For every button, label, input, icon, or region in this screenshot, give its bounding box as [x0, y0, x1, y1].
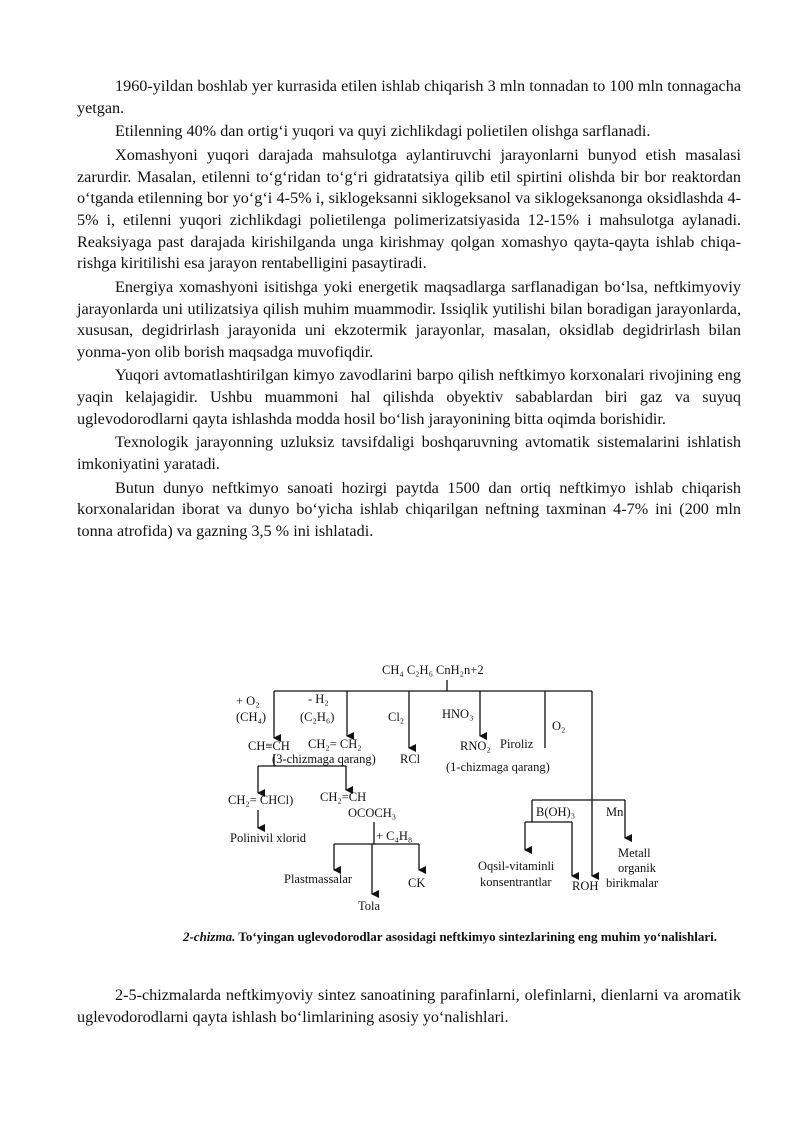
diagram-ref1: (1-chizmaga qarang): [446, 760, 550, 774]
closing-section: [77, 985, 741, 1030]
diagram-pvc: Polinivil xlorid: [230, 831, 307, 845]
diagram-vinyl-acetate-1: CH₂=CH: [320, 790, 367, 804]
closing-paragraph: 2-5-chizmalarda neftkimyoviy sintez sanoatining parafinlarni, olefinlarni, dienlarni va aromatik uglevodorodlarni qayta ishlash bo‘limlarining asosiy yo‘nalishlari.: [77, 986, 741, 1026]
diagram-o2-left: + O₂: [236, 694, 260, 708]
diagram-vinyl-chloride: CH₂= CHCl): [228, 793, 294, 807]
figure-caption: [150, 928, 750, 946]
diagram-rcl: RCl: [400, 752, 421, 766]
diagram-protein-2: konsentrantlar: [480, 875, 552, 889]
page-body: [77, 76, 741, 545]
paragraph-5: Yuqori avtomatlashtirilgan kimyo zavodlarini barpo qilish neftkimyo korxonalari rivojining eng yaqin kelajagidir. Ushbu muammoni hal qilishda obyektiv sabablardan biri gaz va suyuq uglevodorodlarni qayta ishlashda modda hosil bo‘lish jarayonining bitta oqimda borishidir.: [77, 366, 741, 428]
diagram-top-formula: CH₄ C₂H₆ CnH₂n+2: [382, 663, 484, 677]
diagram-minus-h2: - H₂: [308, 692, 329, 706]
synthesis-diagram: [222, 658, 682, 920]
diagram-cl2: Cl₂: [388, 710, 405, 724]
paragraph-7: Butun dunyo neftkimyo sanoati hozirgi paytda 1500 dan ortiq neftkimyo ishlab chiqarish korxonalaridan iborat va dunyo bo‘yicha ishlab chiqarilgan neftning taxminan 4-7% ini (200 mln tonna atrofida) va gazning 3,5 % ini ishlatadi.: [77, 478, 741, 540]
diagram-ck: CK: [408, 876, 426, 890]
paragraph-1: 1960-yildan boshlab yer kurrasida etilen ishlab chiqarish 3 mln tonnadan to 100 mln tonnagacha yetgan.: [77, 77, 741, 117]
diagram-metal-2: organik: [618, 861, 656, 875]
caption-text: To‘yingan uglevodorodlar asosidagi neftkimyo sintezlarining eng muhim yo‘nalishlari.: [238, 929, 718, 944]
paragraph-6: Texnologik jarayonning uzluksiz tavsifdaligi boshqaruvning avtomatik sistemalarini ishlatish imkoniyatini yaratadi.: [77, 433, 741, 474]
diagram-hno3: HNO₃: [442, 707, 474, 721]
paragraph-4: Energiya xomashyoni isitishga yoki energetik maqsadlarga sarflanadigan bo‘lsa, neftkimyoviy jarayonlarda uni utilizatsiya qilish muhim muammodir. Issiqlik yutilishi bilan boradigan jarayonlarda, xususan, degidrirlash jarayonida uni ekzotermik jarayonlar, masalan, oksidlab degidrirlash bilan yonma-yon olib borish maqsadga muvofiqdir.: [77, 277, 741, 361]
diagram-acetylene: CH≡CH: [248, 739, 290, 753]
diagram-vinyl-acetate-2: OCOCH₃: [348, 806, 397, 820]
diagram-plastics: Plastmassalar: [284, 872, 353, 886]
diagram-metal-3: birikmalar: [606, 876, 659, 890]
diagram-o2-right: O₂: [552, 719, 566, 733]
diagram-c4h8: + C₄H₈: [376, 829, 413, 843]
paragraph-3: Xomashyoni yuqori darajada mahsulotga aylantiruvchi jarayonlarni bunyod etish masalasi zarurdir. Masalan, etilenni to‘g‘ridan to‘g‘ri gidratatsiya qilib etil spirtini olishda bir bor reaktordan o‘tganda etilenning bor yo‘g‘i 4-5% i, siklogeksanni siklogeksanol va siklogeksanonga oksidlashda 4-5% i, etilenni yuqori zichlikdagi polietilenga polimerizatsiyasida 12-15% i mahsulotga aylanadi. Reaksiyaga past darajada kirishilganda unga kirishmay qolgan xomashyo qayta-qayta ishlab chiqa-rishga kiritilishi esa jarayon rentabelligini pasaytiradi.: [77, 146, 741, 273]
diagram-c2h6: (C₂H₆): [300, 710, 335, 724]
diagram-piroliz: Piroliz: [500, 737, 534, 751]
paragraph-2: Etilenning 40% dan ortig‘i yuqori va quyi zichlikdagi polietilen olishga sarflanadi.: [115, 122, 651, 141]
diagram-protein-1: Oqsil-vitaminli: [478, 859, 555, 873]
diagram-boh3: B(OH)₃: [536, 805, 576, 819]
diagram-mn: Mn: [606, 805, 624, 819]
diagram-rno2: RNO₂: [460, 739, 491, 753]
diagram-tola: Tola: [358, 899, 381, 913]
diagram-ref3: (3-chizmaga qarang): [272, 752, 376, 766]
diagram-ch4: (CH₄): [236, 710, 267, 724]
diagram-roh: ROH: [572, 879, 599, 893]
diagram-metal-1: Metall: [618, 846, 651, 860]
caption-label: 2-chizma.: [182, 929, 236, 944]
diagram-ethylene: CH₂= CH₂: [308, 737, 362, 751]
